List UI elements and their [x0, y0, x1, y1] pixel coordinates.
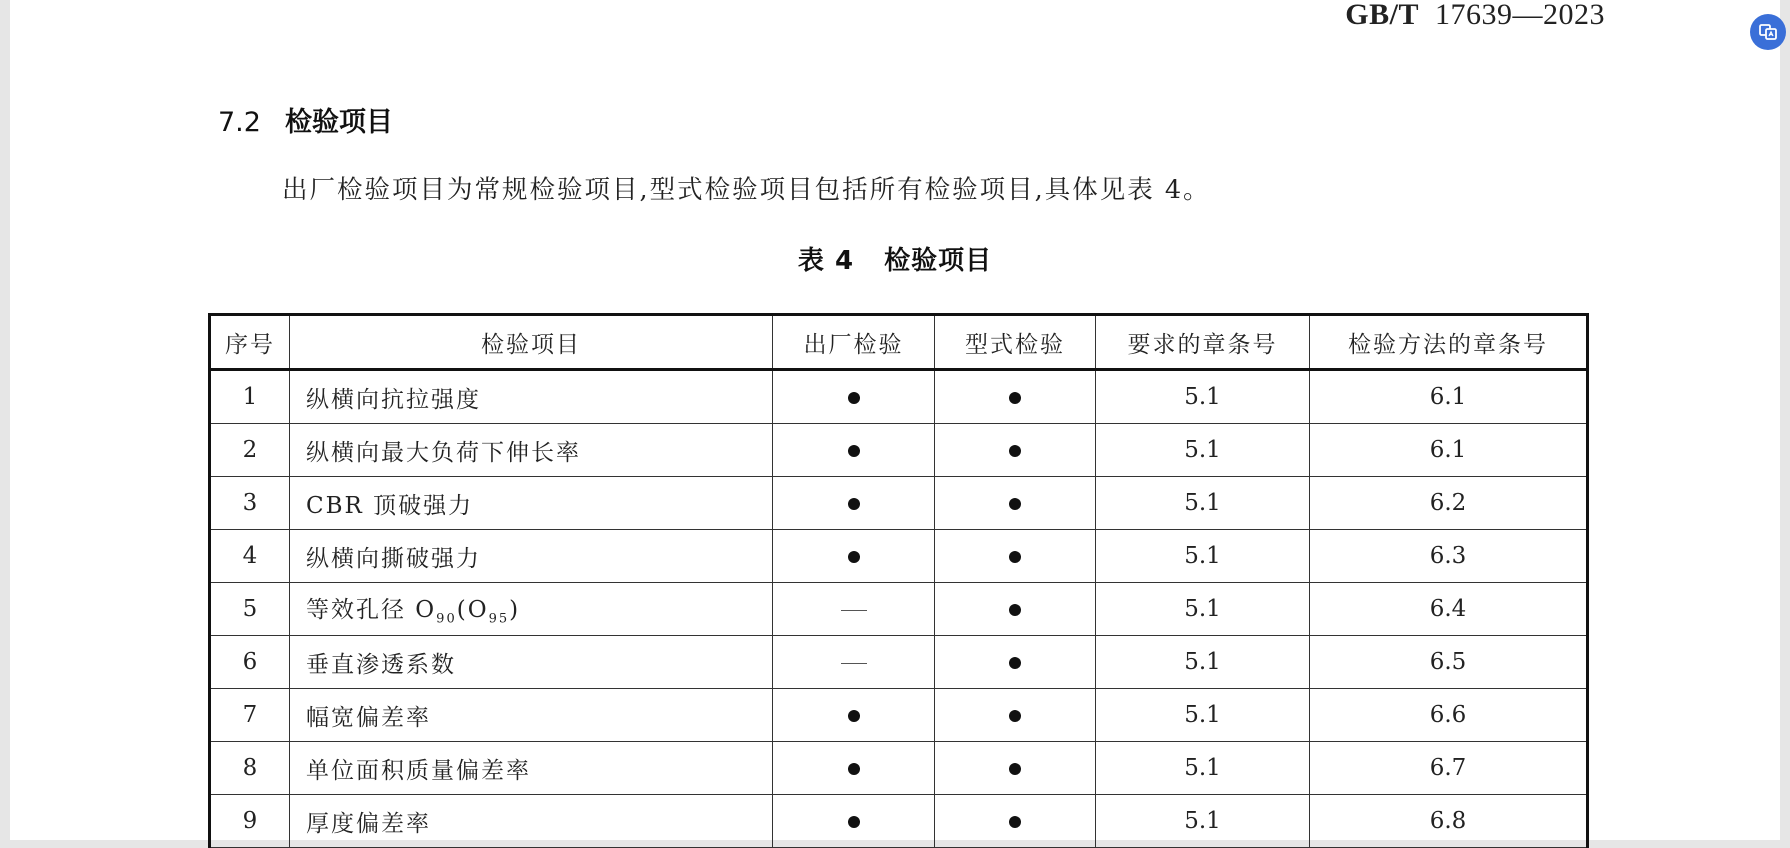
- row-item: 幅宽偏差率: [290, 689, 773, 742]
- row-factory-check: [773, 424, 935, 477]
- filled-dot-icon: [848, 710, 860, 722]
- row-number: 3: [210, 477, 290, 530]
- filled-dot-icon: [848, 392, 860, 404]
- standard-prefix: GB/T: [1345, 0, 1419, 31]
- row-requirement: 5.1: [1096, 795, 1310, 848]
- row-factory-check: [773, 636, 935, 689]
- filled-dot-icon: [1009, 604, 1021, 616]
- row-factory-check: [773, 689, 935, 742]
- row-type-check: [935, 477, 1096, 530]
- item-text: (O: [456, 597, 489, 624]
- row-item: 垂直渗透系数: [290, 636, 773, 689]
- table-caption: [0, 240, 1790, 277]
- row-method: 6.5: [1310, 636, 1588, 689]
- row-factory-check: [773, 477, 935, 530]
- table-caption-label: 表 4: [797, 246, 855, 276]
- section-number: 7.2: [218, 107, 261, 138]
- row-method: 6.3: [1310, 530, 1588, 583]
- dash-mark: [841, 610, 867, 611]
- table-row: [210, 636, 1588, 689]
- row-item: 厚度偏差率: [290, 795, 773, 848]
- row-requirement: 5.1: [1096, 424, 1310, 477]
- filled-dot-icon: [848, 498, 860, 510]
- table-row: [210, 424, 1588, 477]
- row-number: 8: [210, 742, 290, 795]
- row-type-check: [935, 424, 1096, 477]
- row-item: CBR 顶破强力: [290, 477, 773, 530]
- row-item: [290, 583, 773, 636]
- row-requirement: 5.1: [1096, 583, 1310, 636]
- item-text: 等效孔径 O: [306, 597, 437, 624]
- standard-year: 17639—2023: [1435, 0, 1605, 31]
- header-factory: 出厂检验: [773, 315, 935, 370]
- dash-mark: [841, 663, 867, 664]
- filled-dot-icon: [848, 816, 860, 828]
- row-number: 4: [210, 530, 290, 583]
- table-header-row: [210, 315, 1588, 370]
- row-requirement: 5.1: [1096, 370, 1310, 424]
- row-item: 纵横向抗拉强度: [290, 370, 773, 424]
- section-title: 检验项目: [284, 107, 393, 138]
- row-requirement: 5.1: [1096, 530, 1310, 583]
- filled-dot-icon: [848, 445, 860, 457]
- translate-icon: [1758, 22, 1778, 42]
- row-method: 6.1: [1310, 370, 1588, 424]
- row-requirement: 5.1: [1096, 477, 1310, 530]
- row-requirement: 5.1: [1096, 636, 1310, 689]
- filled-dot-icon: [848, 763, 860, 775]
- row-number: 1: [210, 370, 290, 424]
- header-method: 检验方法的章条号: [1310, 315, 1588, 370]
- row-factory-check: [773, 583, 935, 636]
- row-method: 6.6: [1310, 689, 1588, 742]
- table-row: [210, 689, 1588, 742]
- body-paragraph: 出厂检验项目为常规检验项目,型式检验项目包括所有检验项目,具体见表 4。: [282, 175, 1211, 205]
- row-type-check: [935, 636, 1096, 689]
- table-row: [210, 530, 1588, 583]
- filled-dot-icon: [1009, 816, 1021, 828]
- inspection-table: [208, 313, 1589, 848]
- row-method: 6.8: [1310, 795, 1588, 848]
- filled-dot-icon: [1009, 710, 1021, 722]
- row-item: 纵横向最大负荷下伸长率: [290, 424, 773, 477]
- row-number: 9: [210, 795, 290, 848]
- filled-dot-icon: [1009, 392, 1021, 404]
- row-type-check: [935, 583, 1096, 636]
- header-requirement: 要求的章条号: [1096, 315, 1310, 370]
- filled-dot-icon: [848, 551, 860, 563]
- filled-dot-icon: [1009, 657, 1021, 669]
- row-type-check: [935, 370, 1096, 424]
- row-requirement: 5.1: [1096, 742, 1310, 795]
- row-factory-check: [773, 742, 935, 795]
- table-row: [210, 583, 1588, 636]
- item-text: ): [509, 597, 521, 624]
- header-no: 序号: [210, 315, 290, 370]
- translate-button[interactable]: [1750, 14, 1786, 50]
- row-type-check: [935, 742, 1096, 795]
- row-factory-check: [773, 370, 935, 424]
- standard-code: [1345, 0, 1605, 32]
- row-item: 单位面积质量偏差率: [290, 742, 773, 795]
- row-method: 6.7: [1310, 742, 1588, 795]
- header-type: 型式检验: [935, 315, 1096, 370]
- filled-dot-icon: [1009, 763, 1021, 775]
- row-method: 6.1: [1310, 424, 1588, 477]
- row-number: 6: [210, 636, 290, 689]
- section-heading: [218, 100, 393, 139]
- filled-dot-icon: [1009, 498, 1021, 510]
- table-row: [210, 477, 1588, 530]
- filled-dot-icon: [1009, 551, 1021, 563]
- header-item: 检验项目: [290, 315, 773, 370]
- row-type-check: [935, 530, 1096, 583]
- row-number: 7: [210, 689, 290, 742]
- table-row: [210, 370, 1588, 424]
- row-number: 2: [210, 424, 290, 477]
- row-factory-check: [773, 530, 935, 583]
- item-subscript: 95: [488, 611, 510, 627]
- table-row: [210, 742, 1588, 795]
- row-method: 6.4: [1310, 583, 1588, 636]
- row-item: 纵横向撕破强力: [290, 530, 773, 583]
- row-type-check: [935, 689, 1096, 742]
- table-caption-title: 检验项目: [884, 246, 993, 276]
- row-number: 5: [210, 583, 290, 636]
- filled-dot-icon: [1009, 445, 1021, 457]
- row-method: 6.2: [1310, 477, 1588, 530]
- item-subscript: 90: [436, 611, 457, 627]
- row-requirement: 5.1: [1096, 689, 1310, 742]
